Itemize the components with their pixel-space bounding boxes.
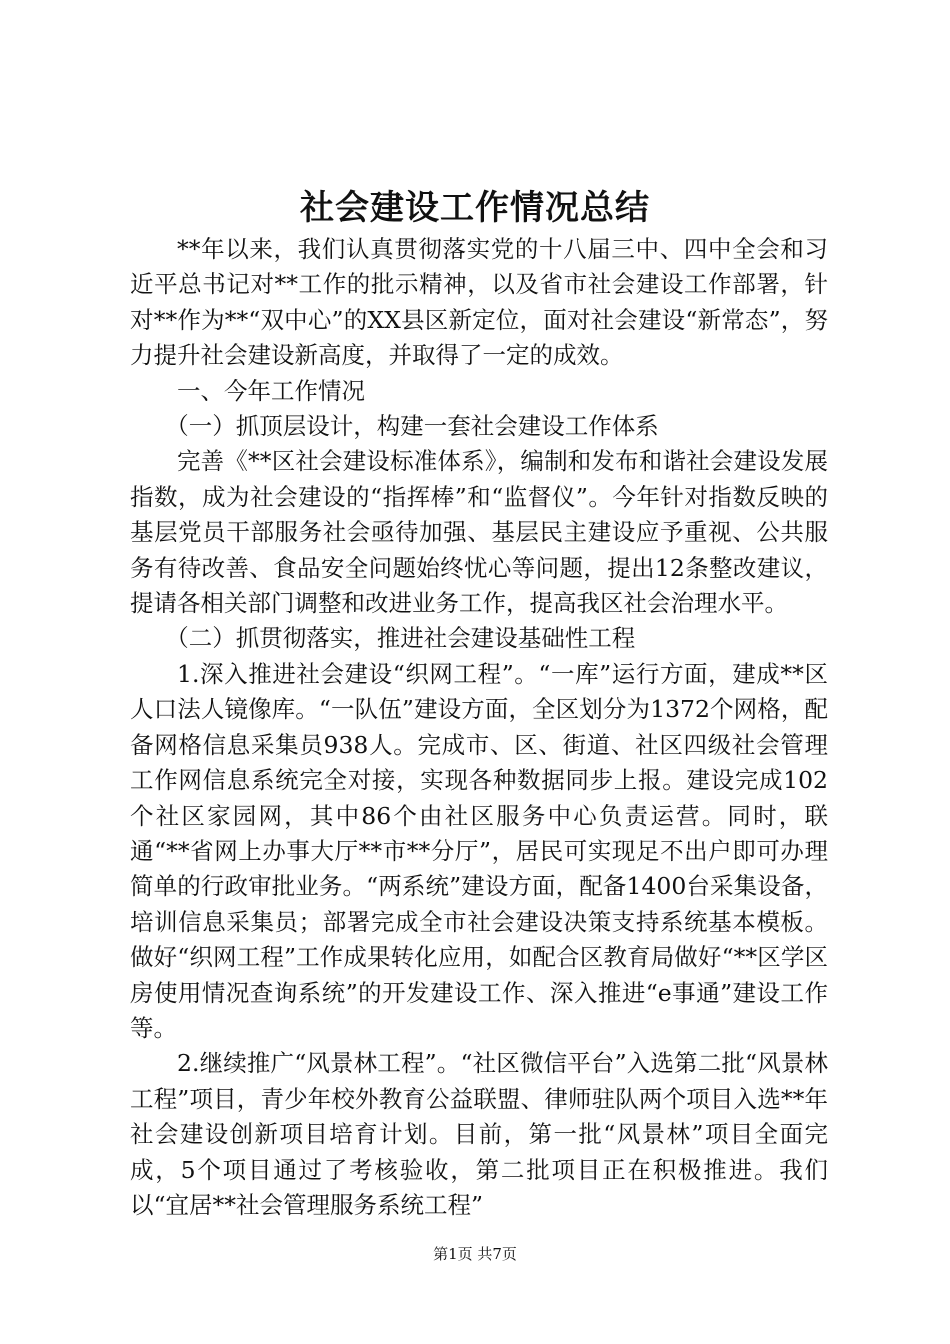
section-heading: 一、今年工作情况 (177, 376, 365, 405)
body-paragraph: 1.深入推进社会建设“织网工程”。“一库”运行方面，建成**区人口法人镜像库。“一队伍”建设方面，全区划分为1372个网格，配备网格信息采集员938人。完成市、区、街道、社区四级社会管理工作网信息系统完全对接，实现各种数据同步上报。建设完成102个社区家园网，其中86个由社区服务中心负责运营。同时，联通“**省网上办事大厅**市**分厅”，居民可实现足不出户即可办理简单的行政审批业务。“两系统”建设方面，配备1400台采集设备，培训信息采集员；部署完成全市社会建设决策支持系统基本模板。做好“织网工程”工作成果转化应用，如配合区教育局做好“**区学区房使用情况查询系统”的开发建设工作、深入推进“e事通”建设工作等。 (130, 659, 828, 1042)
document-title: 社会建设工作情况总结 (300, 188, 650, 228)
document-body (130, 232, 828, 1223)
intro-paragraph: **年以来，我们认真贯彻落实党的十八届三中、四中全会和习近平总书记对**工作的批示精神，以及省市社会建设工作部署，针对**作为**“双中心”的XX县区新定位，面对社会建设“新常态”，努力提升社会建设新高度，并取得了一定的成效。 (130, 235, 828, 370)
subsection-heading: （一）抓顶层设计，构建一套社会建设工作体系 (165, 412, 659, 441)
subsection-heading: （二）抓贯彻落实，推进社会建设基础性工程 (165, 624, 636, 653)
body-paragraph: 完善《**区社会建设标准体系》，编制和发布和谐社会建设发展指数，成为社会建设的“指挥棒”和“监督仪”。今年针对指数反映的基层党员干部服务社会亟待加强、基层民主建设应予重视、公共服务有待改善、食品安全问题始终忧心等问题，提出12条整改建议，提请各相关部门调整和改进业务工作，提高我区社会治理水平。 (130, 447, 828, 618)
body-paragraph: 2.继续推广“风景林工程”。“社区微信平台”入选第二批“风景林工程”项目，青少年校外教育公益联盟、律师驻队两个项目入选**年社会建设创新项目培育计划。目前，第一批“风景林”项目全面完成，5个项目通过了考核验收，第二批项目正在积极推进。我们以“宜居**社会管理服务系统工程” (130, 1049, 828, 1219)
page-footer: 第1页 共7页 (433, 1245, 517, 1263)
